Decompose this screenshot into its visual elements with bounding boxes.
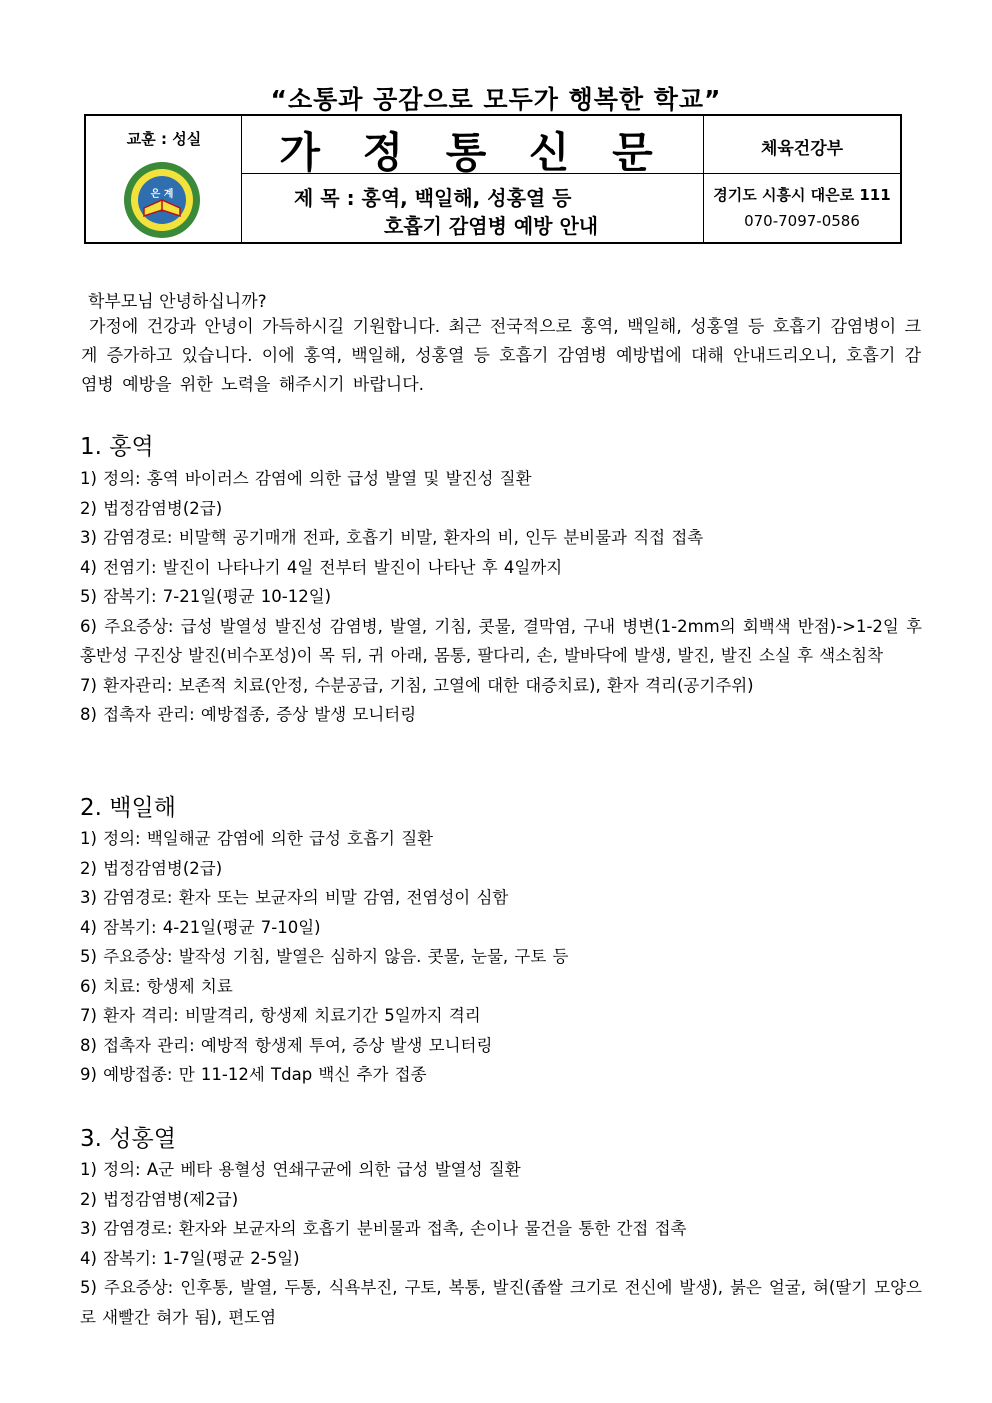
department: 체육건강부 [760,139,844,159]
list-item: 7) 환자 격리: 비말격리, 항생제 치료기간 5일까지 격리 [80,1006,481,1025]
list-item: 3) 감염경로: 비말핵 공기매개 전파, 호흡기 비말, 환자의 비, 인두 분비물과 직접 접촉 [80,528,704,547]
section-list-pertussis [80,824,922,1090]
school-motto-banner: “소통과 공감으로 모두가 행복한 학교” [270,85,722,114]
section-list-measles [80,464,922,730]
list-item: 8) 접촉자 관리: 예방접종, 증상 발생 모니터링 [80,705,417,724]
list-item: 2) 법정감염병(2급) [80,858,223,878]
list-item: 4) 잠복기: 4-21일(평균 7-10일) [80,917,321,937]
header-table [84,114,902,244]
contact-cell [704,174,900,242]
list-item: 5) 잠복기: 7-21일(평균 10-12일) [80,587,332,606]
list-item: 4) 잠복기: 1-7일(평균 2-5일) [80,1248,300,1268]
school-motto: 교훈 : 성실 [126,130,202,148]
department-cell [704,116,900,174]
section-title-pertussis: 2. 백일해 [80,795,176,821]
list-item: 3) 감염경로: 환자 또는 보균자의 비말 감염, 전염성이 심함 [80,888,509,907]
emblem-text: 은 계 [150,189,174,200]
list-item: 2) 법정감염병(제2급) [80,1189,239,1209]
section-title-scarlet-fever: 3. 성홍열 [80,1126,176,1152]
list-item: 7) 환자관리: 보존적 치료(안정, 수분공급, 기침, 고열에 대한 대증치료), 환자 격리(공기주위) [80,675,754,695]
list-item: 8) 접촉자 관리: 예방적 항생제 투여, 증상 발생 모니터링 [80,1035,493,1055]
list-item: 1) 정의: 홍역 바이러스 감염에 의한 급성 발열 및 발진성 질환 [80,469,532,488]
list-item: 6) 주요증상: 급성 발열성 발진성 감염병, 발열, 기침, 콧물, 결막염, 구내 병변(1-2mm의 회백색 반점)->1-2일 후 홍반성 구진상 발진(비수포성)이 목 뒤, 귀 아래, 몸통, 팔다리, 손, 발바닥에 발생, 발진, 발진 소실 후 색소침착 [80,616,922,665]
list-item: 4) 전염기: 발진이 나타나기 4일 전부터 발진이 나타난 후 4일까지 [80,557,563,577]
greeting: 학부모님 안녕하십니까? [88,292,267,312]
list-item: 1) 정의: 백일해균 감염에 의한 급성 호흡기 질환 [80,829,434,848]
subject-cell [242,174,704,242]
subject-line-1: 제 목 : 홍역, 백일해, 성홍열 등 [294,186,572,210]
section-title-measles: 1. 홍역 [80,434,154,460]
list-item: 9) 예방접종: 만 11-12세 Tdap 백신 추가 접종 [80,1065,427,1084]
list-item: 3) 감염경로: 환자와 보균자의 호흡기 분비물과 접촉, 손이나 물건을 통한 간접 접촉 [80,1219,687,1238]
list-item: 1) 정의: A군 베타 용혈성 연쇄구균에 의한 급성 발열성 질환 [80,1160,521,1179]
school-info-cell [86,116,242,242]
section-list-scarlet-fever [80,1155,922,1332]
school-phone: 070-7097-0586 [744,212,860,230]
school-emblem-icon [122,160,202,240]
intro-paragraph: 가정에 건강과 안녕이 가득하시길 기원합니다. 최근 전국적으로 홍역, 백일해, 성홍열 등 호흡기 감염병이 크게 증가하고 있습니다. 이에 홍역, 백일해, 성홍열 등 호흡기 감염병 예방법에 대해 안내드리오니, 호흡기 감염병 예방을 위한 노력을 해주시기 바랍니다. [81,317,921,395]
list-item: 2) 법정감염병(2급) [80,498,223,518]
subject-line-2: 호흡기 감염병 예방 안내 [384,214,599,238]
list-item: 5) 주요증상: 인후통, 발열, 두통, 식욕부진, 구토, 복통, 발진(좁쌀 크기로 전신에 발생), 붉은 얼굴, 혀(딸기 모양으로 새빨간 혀가 됨), 편도염 [80,1278,922,1327]
list-item: 5) 주요증상: 발작성 기침, 발열은 심하지 않음. 콧물, 눈물, 구토 등 [80,947,569,966]
school-address: 경기도 시흥시 대은로 111 [713,186,891,204]
document-title: 가 정 통 신 문 [279,128,667,177]
title-cell [242,116,704,177]
list-item: 6) 치료: 항생제 치료 [80,976,233,996]
